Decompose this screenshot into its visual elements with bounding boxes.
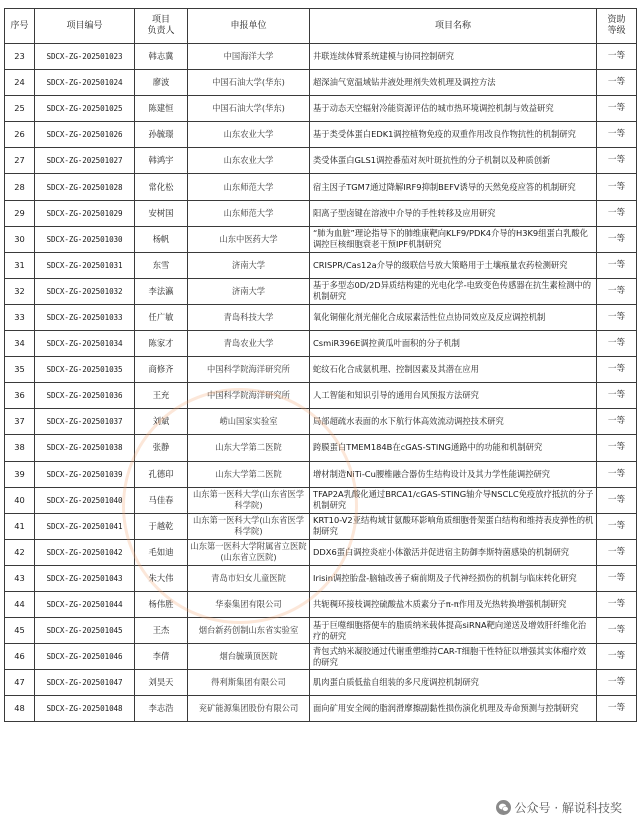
cell-unit: 山东第一医科大学(山东省医学科学院) — [188, 513, 310, 539]
table-row — [5, 539, 637, 565]
cell-unit: 山东第一医科大学(山东省医学科学院) — [188, 487, 310, 513]
cell-no: 46 — [5, 644, 35, 670]
cell-title: 共轭稠环接枝调控硫酸盐木质素分子π-π作用及光热转换增强机制研究 — [310, 591, 597, 617]
project-table — [4, 8, 637, 722]
cell-code: SDCX-ZG-202501034 — [35, 331, 135, 357]
table-row — [5, 670, 637, 696]
cell-title: “肺为血脏”理论指导下的肺维康靶向KLF9/PDK4介导的H3K9组蛋白乳酸化调控巨核细胞衰老干预IPF机制研究 — [310, 226, 597, 252]
cell-no: 23 — [5, 44, 35, 70]
cell-leader: 王杰 — [135, 618, 188, 644]
cell-unit: 烟台新药创制山东省实验室 — [188, 618, 310, 644]
table-row — [5, 148, 637, 174]
cell-unit: 山东中医药大学 — [188, 226, 310, 252]
wechat-watermark — [492, 797, 626, 817]
table-row — [5, 304, 637, 330]
project-table-sheet — [4, 8, 636, 823]
cell-leader: 毛如迪 — [135, 539, 188, 565]
cell-code: SDCX-ZG-202501028 — [35, 174, 135, 200]
cell-title: 面向矿用安全阀的脂润滑摩擦副黏性损伤演化机理及寿命预测与控制研究 — [310, 696, 597, 722]
cell-unit: 中国石油大学(华东) — [188, 70, 310, 96]
cell-code: SDCX-ZG-202501048 — [35, 696, 135, 722]
cell-leader: 杨帆 — [135, 226, 188, 252]
cell-code: SDCX-ZG-202501046 — [35, 644, 135, 670]
cell-leader: 商修齐 — [135, 357, 188, 383]
cell-unit: 中国石油大学(华东) — [188, 96, 310, 122]
table-row — [5, 44, 637, 70]
cell-grade: 一等 — [597, 670, 637, 696]
cell-leader: 王充 — [135, 383, 188, 409]
cell-title: Irisin调控胎盘-脑轴改善子痫前期及子代神经损伤的机制与临床转化研究 — [310, 565, 597, 591]
cell-unit: 华泰集团有限公司 — [188, 591, 310, 617]
cell-grade: 一等 — [597, 226, 637, 252]
cell-no: 48 — [5, 696, 35, 722]
cell-grade: 一等 — [597, 278, 637, 304]
cell-code: SDCX-ZG-202501029 — [35, 200, 135, 226]
cell-leader: 杨伟胜 — [135, 591, 188, 617]
cell-leader: 陈建恒 — [135, 96, 188, 122]
cell-leader: 孔德印 — [135, 461, 188, 487]
header-grade: 资助 等级 — [597, 9, 637, 44]
table-row — [5, 200, 637, 226]
table-row — [5, 487, 637, 513]
cell-unit: 山东大学第二医院 — [188, 435, 310, 461]
cell-leader: 李倩 — [135, 644, 188, 670]
header-leader: 项目 负责人 — [135, 9, 188, 44]
cell-grade: 一等 — [597, 513, 637, 539]
cell-no: 32 — [5, 278, 35, 304]
header-code: 项目编号 — [35, 9, 135, 44]
cell-no: 36 — [5, 383, 35, 409]
table-row — [5, 383, 637, 409]
cell-code: SDCX-ZG-202501024 — [35, 70, 135, 96]
cell-leader: 马佳春 — [135, 487, 188, 513]
cell-unit: 青岛科技大学 — [188, 304, 310, 330]
cell-grade: 一等 — [597, 487, 637, 513]
cell-grade: 一等 — [597, 696, 637, 722]
cell-grade: 一等 — [597, 461, 637, 487]
cell-title: 宿主因子TGM7通过降解IRF9抑制BEFV诱导的天然免疫应答的机制研究 — [310, 174, 597, 200]
cell-grade: 一等 — [597, 44, 637, 70]
cell-title: 局部超疏水表面的水下航行体高效流动调控技术研究 — [310, 409, 597, 435]
cell-code: SDCX-ZG-202501031 — [35, 252, 135, 278]
cell-no: 33 — [5, 304, 35, 330]
cell-no: 37 — [5, 409, 35, 435]
cell-title: 跨膜蛋白TMEM184B在cGAS-STING通路中的功能和机制研究 — [310, 435, 597, 461]
cell-leader: 于越乾 — [135, 513, 188, 539]
cell-code: SDCX-ZG-202501035 — [35, 357, 135, 383]
cell-unit: 山东农业大学 — [188, 122, 310, 148]
cell-grade: 一等 — [597, 122, 637, 148]
cell-grade: 一等 — [597, 304, 637, 330]
cell-title: CsmiR396E调控黄瓜叶面积的分子机制 — [310, 331, 597, 357]
table-row — [5, 591, 637, 617]
cell-code: SDCX-ZG-202501032 — [35, 278, 135, 304]
header-unit: 申报单位 — [188, 9, 310, 44]
cell-grade: 一等 — [597, 174, 637, 200]
cell-grade: 一等 — [597, 383, 637, 409]
cell-no: 44 — [5, 591, 35, 617]
cell-title: CRISPR/Cas12a介导的级联信号放大策略用于土壤痕量农药检测研究 — [310, 252, 597, 278]
cell-title: 增材制造NiTi-Cu腰椎融合器仿生结构设计及其力学性能调控研究 — [310, 461, 597, 487]
table-row — [5, 70, 637, 96]
cell-unit: 济南大学 — [188, 278, 310, 304]
cell-unit: 山东大学第二医院 — [188, 461, 310, 487]
cell-leader: 安树国 — [135, 200, 188, 226]
cell-code: SDCX-ZG-202501036 — [35, 383, 135, 409]
cell-no: 24 — [5, 70, 35, 96]
cell-grade: 一等 — [597, 70, 637, 96]
cell-no: 35 — [5, 357, 35, 383]
cell-title: 肌肉蛋白质低盐自组装的多尺度调控机制研究 — [310, 670, 597, 696]
cell-grade: 一等 — [597, 357, 637, 383]
cell-code: SDCX-ZG-202501023 — [35, 44, 135, 70]
table-body — [5, 44, 637, 722]
cell-title: 基于多型态0D/2D异质结构建的光电化学-电致变色传感器在抗生素检测中的机制研究 — [310, 278, 597, 304]
cell-unit: 烟台毓璜顶医院 — [188, 644, 310, 670]
cell-code: SDCX-ZG-202501027 — [35, 148, 135, 174]
cell-code: SDCX-ZG-202501037 — [35, 409, 135, 435]
cell-no: 45 — [5, 618, 35, 644]
cell-unit: 青岛农业大学 — [188, 331, 310, 357]
cell-code: SDCX-ZG-202501033 — [35, 304, 135, 330]
cell-unit: 得利斯集团有限公司 — [188, 670, 310, 696]
cell-title: 基于类受体蛋白EDK1调控植物免疫的双重作用改良作物抗性的机制研究 — [310, 122, 597, 148]
cell-leader: 任广敏 — [135, 304, 188, 330]
cell-unit: 山东第一医科大学附属省立医院(山东省立医院) — [188, 539, 310, 565]
table-row — [5, 565, 637, 591]
table-row — [5, 409, 637, 435]
cell-unit: 崂山国家实验室 — [188, 409, 310, 435]
cell-unit: 济南大学 — [188, 252, 310, 278]
cell-unit: 中国科学院海洋研究所 — [188, 383, 310, 409]
cell-leader: 陈家才 — [135, 331, 188, 357]
cell-grade: 一等 — [597, 565, 637, 591]
cell-title: 人工智能和知识引导的通用台风预报方法研究 — [310, 383, 597, 409]
table-row — [5, 696, 637, 722]
table-row — [5, 435, 637, 461]
cell-no: 42 — [5, 539, 35, 565]
cell-unit: 中国海洋大学 — [188, 44, 310, 70]
table-row — [5, 226, 637, 252]
cell-leader: 孙毓璟 — [135, 122, 188, 148]
cell-leader: 东雪 — [135, 252, 188, 278]
cell-no: 41 — [5, 513, 35, 539]
cell-unit: 山东师范大学 — [188, 174, 310, 200]
cell-no: 34 — [5, 331, 35, 357]
cell-no: 39 — [5, 461, 35, 487]
cell-title: 阳离子型卤键在溶液中介导的手性转移及应用研究 — [310, 200, 597, 226]
table-row — [5, 513, 637, 539]
table-header-row — [5, 9, 637, 44]
cell-unit: 山东师范大学 — [188, 200, 310, 226]
cell-leader: 朱大伟 — [135, 565, 188, 591]
cell-unit: 山东农业大学 — [188, 148, 310, 174]
wechat-icon — [496, 800, 511, 815]
cell-code: SDCX-ZG-202501039 — [35, 461, 135, 487]
cell-grade: 一等 — [597, 200, 637, 226]
cell-no: 47 — [5, 670, 35, 696]
table-row — [5, 252, 637, 278]
cell-leader: 李法瀛 — [135, 278, 188, 304]
cell-code: SDCX-ZG-202501041 — [35, 513, 135, 539]
cell-unit: 中国科学院海洋研究所 — [188, 357, 310, 383]
cell-code: SDCX-ZG-202501043 — [35, 565, 135, 591]
cell-code: SDCX-ZG-202501042 — [35, 539, 135, 565]
cell-title: DDX6蛋白调控炎症小体激活并促进宿主防御李斯特菌感染的机制研究 — [310, 539, 597, 565]
cell-title: 超深油气宽温域钻井液处理剂失效机理及调控方法 — [310, 70, 597, 96]
table-row — [5, 357, 637, 383]
cell-code: SDCX-ZG-202501047 — [35, 670, 135, 696]
cell-leader: 廖波 — [135, 70, 188, 96]
cell-no: 25 — [5, 96, 35, 122]
cell-grade: 一等 — [597, 409, 637, 435]
cell-grade: 一等 — [597, 591, 637, 617]
table-row — [5, 174, 637, 200]
table-row — [5, 331, 637, 357]
cell-no: 27 — [5, 148, 35, 174]
cell-code: SDCX-ZG-202501038 — [35, 435, 135, 461]
cell-grade: 一等 — [597, 148, 637, 174]
cell-no: 29 — [5, 200, 35, 226]
cell-code: SDCX-ZG-202501025 — [35, 96, 135, 122]
cell-title: 氧化铜催化剂光催化合成尿素活性位点协同效应及反应调控机制 — [310, 304, 597, 330]
cell-leader: 刘昊天 — [135, 670, 188, 696]
table-row — [5, 644, 637, 670]
cell-title: 基于动态天空辐射冷能资源评估的城市热环境调控机制与效益研究 — [310, 96, 597, 122]
cell-no: 40 — [5, 487, 35, 513]
header-title: 项目名称 — [310, 9, 597, 44]
cell-title: 背包式纳米凝胶通过代谢重塑维持CAR-T细胞干性特征以增强其实体瘤疗效的研究 — [310, 644, 597, 670]
cell-code: SDCX-ZG-202501045 — [35, 618, 135, 644]
cell-leader: 张静 — [135, 435, 188, 461]
cell-title: KRT10-V2亚结构域甘氨酸环影响角质细胞骨架蛋白结构和维持表皮弹性的机制研究 — [310, 513, 597, 539]
cell-grade: 一等 — [597, 96, 637, 122]
cell-title: 基于巨噬细胞搭便车的脂质纳米载体提高siRNA靶向递送及增效肝纤维化治疗的研究 — [310, 618, 597, 644]
cell-no: 28 — [5, 174, 35, 200]
table-row — [5, 278, 637, 304]
table-row — [5, 618, 637, 644]
cell-grade: 一等 — [597, 539, 637, 565]
cell-grade: 一等 — [597, 644, 637, 670]
cell-unit: 兖矿能源集团股份有限公司 — [188, 696, 310, 722]
cell-title: 蛇纹石化合成氨机理、控制因素及其潜在应用 — [310, 357, 597, 383]
cell-title: 类受体蛋白GLS1调控番茄对灰叶斑抗性的分子机制以及种质创新 — [310, 148, 597, 174]
cell-code: SDCX-ZG-202501030 — [35, 226, 135, 252]
cell-unit: 青岛市妇女儿童医院 — [188, 565, 310, 591]
table-row — [5, 461, 637, 487]
cell-code: SDCX-ZG-202501044 — [35, 591, 135, 617]
cell-no: 30 — [5, 226, 35, 252]
table-row — [5, 122, 637, 148]
cell-no: 26 — [5, 122, 35, 148]
cell-title: TFAP2A乳酸化通过BRCA1/cGAS-STING轴介导NSCLC免疫放疗抵抗的分子机制研究 — [310, 487, 597, 513]
cell-leader: 常化松 — [135, 174, 188, 200]
cell-no: 43 — [5, 565, 35, 591]
cell-code: SDCX-ZG-202501026 — [35, 122, 135, 148]
watermark-text: 公众号 · 解说科技奖 — [514, 800, 622, 815]
cell-leader: 刘斌 — [135, 409, 188, 435]
cell-grade: 一等 — [597, 435, 637, 461]
cell-grade: 一等 — [597, 252, 637, 278]
cell-leader: 韩鸿宇 — [135, 148, 188, 174]
cell-no: 38 — [5, 435, 35, 461]
header-no: 序号 — [5, 9, 35, 44]
cell-grade: 一等 — [597, 331, 637, 357]
cell-no: 31 — [5, 252, 35, 278]
cell-title: 井联连续体臂系统建模与协同控制研究 — [310, 44, 597, 70]
cell-leader: 韩志冀 — [135, 44, 188, 70]
cell-code: SDCX-ZG-202501040 — [35, 487, 135, 513]
cell-grade: 一等 — [597, 618, 637, 644]
table-row — [5, 96, 637, 122]
cell-leader: 李志浩 — [135, 696, 188, 722]
